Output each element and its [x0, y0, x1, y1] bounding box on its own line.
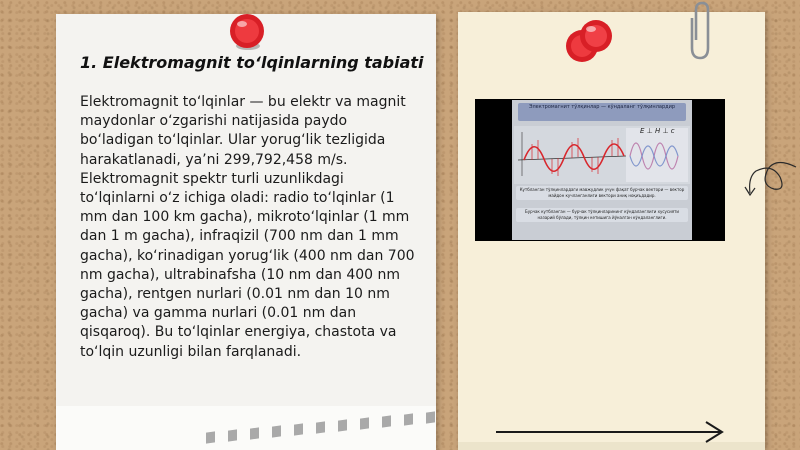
red-pushpin-icon [560, 14, 616, 66]
red-pushpin-icon [226, 10, 270, 54]
slide-thumbnail [475, 99, 725, 241]
tick-marks [206, 406, 446, 446]
slide-caption-1: Кутбланган тўлқинлардаги мавжудлик учун фақат бурчак вектори — вектор майдон кучланганлиги вектори аниқ ноқиъдадир. [516, 186, 688, 200]
slide-caption-2: Бурчак кутбланган — бурчак тўлқинларининг кўндаланглиги хусусияти назарий бўлади, тўлқин кетишига йўналган кўндаланглиги. [516, 208, 688, 222]
slide-content [512, 100, 692, 240]
slide-formula: E ⊥ H ⊥ c [640, 127, 675, 135]
squiggle-arrow-icon [742, 155, 800, 215]
slide-heading-box [518, 103, 686, 121]
torn-bottom-strip [56, 406, 436, 450]
page-title: 1. Elektromagnit to‘lqinlarning tabiati [80, 53, 424, 72]
paperclip-icon [688, 0, 714, 62]
slide-heading: Электромагнит тўлқинлар — кўндаланг тўлқинлардир [528, 104, 676, 110]
arrow-right-icon [494, 420, 726, 446]
body-text: Elektromagnit to‘lqinlar — bu elektr va magnit maydonlar o‘zgarishi natijasida paydo bo‘ladigan to‘lqinlar. Ular yorug‘lik tezligida harakatlanadi, ya’ni 299,792,458 m/s. Elektromagnit spektr turli uzunlikdagi to‘lqinlarni o‘z ichiga oladi: radio to‘lqinlar (1 mm dan 100 km gacha), mikroto‘lqinlar (1 mm dan 1 m gacha), infraqizil (700 nm dan 1 mm gacha), ko‘rinadigan yorug‘lik (400 nm dan 700 nm gacha), ultrabinafsha (10 nm dan 400 nm gacha), rentgen nurlari (0.01 nm dan 10 nm gacha) va gamma nurlari (0.01 nm dan qisqaroq). Bu to‘lqinlar energiya, chastota va to‘lqin uzunligi bilan farqlanadi. [80, 94, 415, 360]
